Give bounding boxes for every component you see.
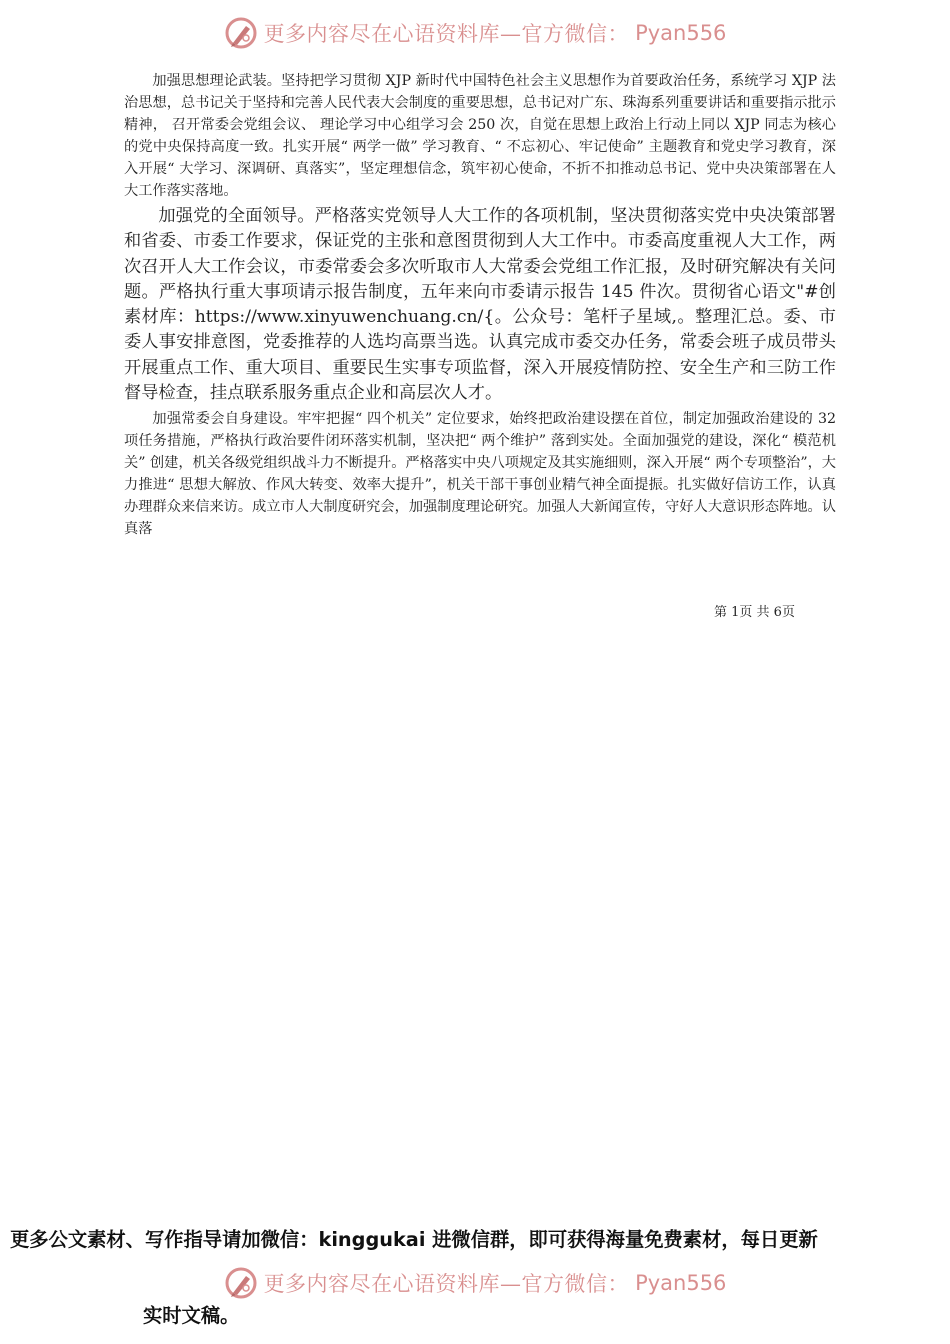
watermark-wechat-id: Pyan556 [635,1271,727,1295]
paragraph-leadership: 加强党的全面领导。严格落实党领导人大工作的各项机制，坚决贯彻落实党中央决策部署和省委、市委工作要求，保证党的主张和意图贯彻到人大工作中。市委高度重视人大工作，两次召开人大工作会议，市委常委会多次听取市人大常委会党组工作汇报，及时研究解决有关问题。严格执行重大事项请示报告制度，五年来向市委请示报告 145 件次。贯彻省心语文"#创素材库：https://www.xinyuwenchuang.cn/{。公众号：笔杆子星域,。整理汇总。委、市委人事安排意图，党委推荐的人选均高票当选。认真完成市委交办任务，常委会班子成员带头开展重点工作、重大项目、重要民生实事专项监督，深入开展疫情防控、安全生产和三防工作督导检查，挂点联系服务重点企业和高层次人才。 [124,206,836,404]
watermark-bottom [0,1266,950,1300]
footer-promo-line: 更多公文素材、写作指导请加微信：kinggukai 进微信群，即可获得海量免费素材，每日更新 [10,1228,818,1251]
paragraph-theory: 加强思想理论武装。坚持把学习贯彻 XJP 新时代中国特色社会主义思想作为首要政治任务，系统学习 XJP 法治思想，总书记关于坚持和完善人民代表大会制度的重要思想，总书记对广东、珠海系列重要讲话和重要指示批示精神， 召开常委会党组会议、 理论学习中心组学习会 250 次，自觉在思想上政治上行动上同以 XJP 同志为核心的党中央保持高度一致。扎实开展“ 两学一做” 学习教育、“ 不忘初心、牢记使命” 主题教育和党史学习教育，深入开展“ 大学习、深调研、真落实”，坚定理想信念，筑牢初心使命，不折不扣推动总书记、党中央决策部署在人大工作落实落地。 [124,73,836,199]
watermark-top [0,16,950,50]
footer-promo-line-2: 实时文稿。 [143,1304,240,1327]
document-body [124,70,836,540]
page-number: 第 1页 共 6页 [714,605,795,620]
pen-logo-icon [224,16,258,50]
watermark-text: 更多内容尽在心语资料库—官方微信： [263,1272,630,1296]
watermark-text: 更多内容尽在心语资料库—官方微信： [263,22,630,46]
pen-logo-icon [224,1266,258,1300]
watermark-wechat-id: Pyan556 [635,21,727,45]
paragraph-self-building: 加强常委会自身建设。牢牢把握“ 四个机关” 定位要求，始终把政治建设摆在首位，制定加强政治建设的 32 项任务措施，严格执行政治要件闭环落实机制，坚决把“ 两个维护” 落到实处。全面加强党的建设，深化“ 模范机关” 创建，机关各级党组织战斗力不断提升。严格落实中央八项规定及其实施细则，深入开展“ 两个专项整治”，大力推进“ 思想大解放、作风大转变、效率大提升”，机关干部干事创业精气神全面提振。扎实做好信访工作，认真办理群众来信来访。成立市人大制度研究会，加强制度理论研究。加强人大新闻宣传，守好人大意识形态阵地。认真落 [124,411,836,538]
